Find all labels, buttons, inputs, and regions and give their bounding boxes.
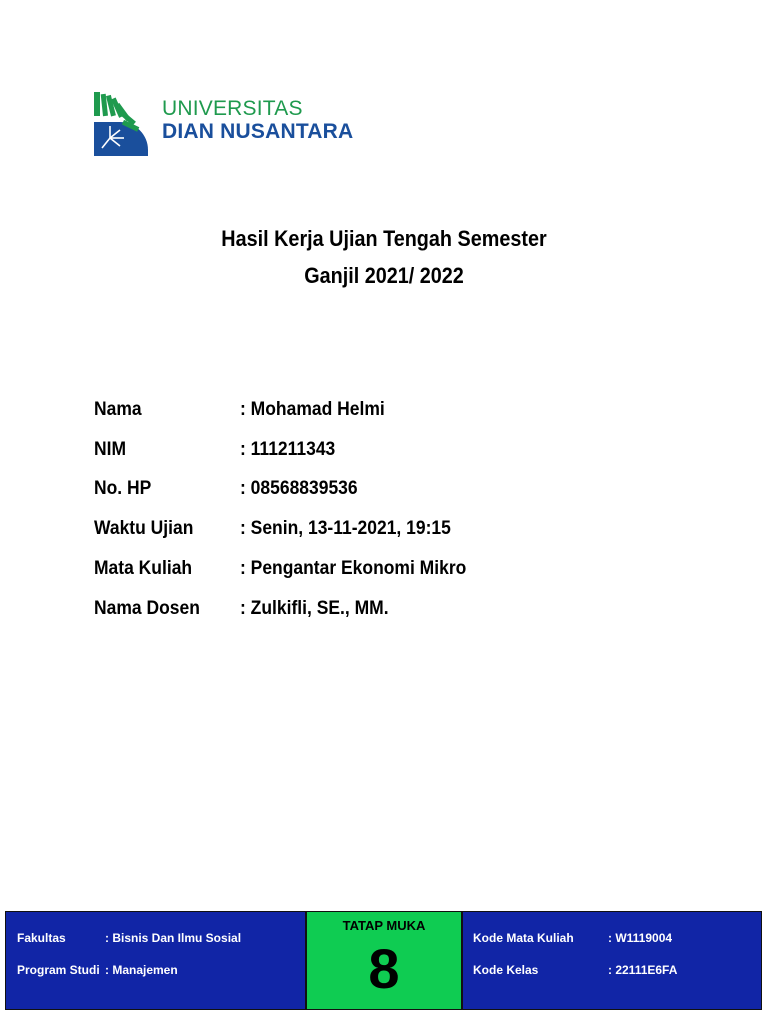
info-value: : Mohamad Helmi	[240, 398, 385, 420]
footer-right-panel	[462, 911, 762, 1010]
logo-name-text: DIAN NUSANTARA	[162, 120, 354, 143]
footer-value-kode-kelas: : 22111E6FA	[608, 963, 678, 977]
info-value: : 08568839536	[240, 478, 358, 500]
info-label: NIM	[94, 438, 127, 460]
logo-university-text: UNIVERSITAS	[162, 97, 303, 120]
info-row-nim	[94, 430, 486, 470]
info-value: : Senin, 13-11-2021, 19:15	[240, 518, 451, 540]
info-label: Waktu Ujian	[94, 518, 194, 540]
info-row-hp	[94, 470, 486, 510]
student-info-list	[94, 390, 486, 629]
footer-label-prodi: Program Studi	[17, 963, 100, 977]
info-label: Nama Dosen	[94, 597, 200, 619]
info-value: : Pengantar Ekonomi Mikro	[240, 558, 467, 580]
sunburst-d-logo-icon	[94, 92, 156, 156]
meeting-label: TATAP MUKA	[342, 918, 426, 933]
info-row-waktu	[94, 509, 486, 549]
footer-label-kode-kelas: Kode Kelas	[473, 963, 539, 977]
footer-meeting-panel	[306, 911, 462, 1010]
info-value: : Zulkifli, SE., MM.	[240, 597, 389, 619]
footer-label-kode-matkul: Kode Mata Kuliah	[473, 931, 574, 945]
info-label: No. HP	[94, 478, 152, 500]
document-subtitle: Ganjil 2021/ 2022	[304, 263, 464, 288]
info-row-matkul	[94, 549, 486, 589]
document-title: Hasil Kerja Ujian Tengah Semester	[221, 226, 547, 251]
footer-label-fakultas: Fakultas	[17, 931, 66, 945]
university-logo	[94, 92, 374, 158]
info-row-nama	[94, 390, 486, 430]
info-label: Mata Kuliah	[94, 558, 193, 580]
footer-bar	[5, 911, 762, 1010]
footer-value-fakultas: : Bisnis Dan Ilmu Sosial	[105, 931, 242, 945]
info-value: : 111211343	[240, 438, 336, 460]
info-row-dosen	[94, 589, 486, 629]
footer-left-panel	[5, 911, 306, 1010]
footer-value-kode-matkul: : W1119004	[608, 931, 673, 945]
info-label: Nama	[94, 398, 142, 420]
footer-value-prodi: : Manajemen	[105, 963, 178, 977]
meeting-number: 8	[368, 937, 400, 1000]
